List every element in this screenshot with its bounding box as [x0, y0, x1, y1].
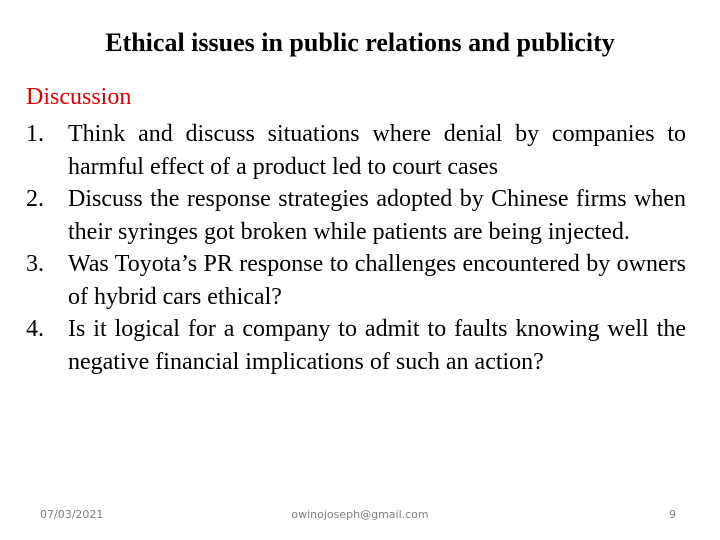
- list-item-number: 1.: [26, 121, 44, 147]
- slide-title: Ethical issues in public relations and publicity: [105, 28, 615, 57]
- list-item: [26, 183, 686, 248]
- list-item-text: Was Toyota’s PR response to challenges encountered by owners of hybrid cars ethical?: [68, 251, 686, 310]
- list-item-text: Is it logical for a company to admit to faults knowing well the negative financial implications of such an action?: [68, 316, 686, 375]
- list-item: [26, 118, 686, 183]
- discussion-heading: Discussion: [26, 84, 132, 110]
- page-number: 9: [669, 508, 676, 521]
- list-item-number: 4.: [26, 316, 44, 342]
- list-item-number: 2.: [26, 186, 44, 212]
- discussion-list: [26, 118, 686, 378]
- footer-date: 07/03/2021: [40, 508, 104, 521]
- list-item-text: Discuss the response strategies adopted by Chinese firms when their syringes got broken while patients are being injected.: [68, 186, 686, 245]
- list-item-text: Think and discuss situations where denial by companies to harmful effect of a product led to court cases: [68, 121, 686, 180]
- footer-email: owinojoseph@gmail.com: [291, 508, 429, 521]
- list-item-number: 3.: [26, 251, 44, 277]
- list-item: [26, 313, 686, 378]
- list-item: [26, 248, 686, 313]
